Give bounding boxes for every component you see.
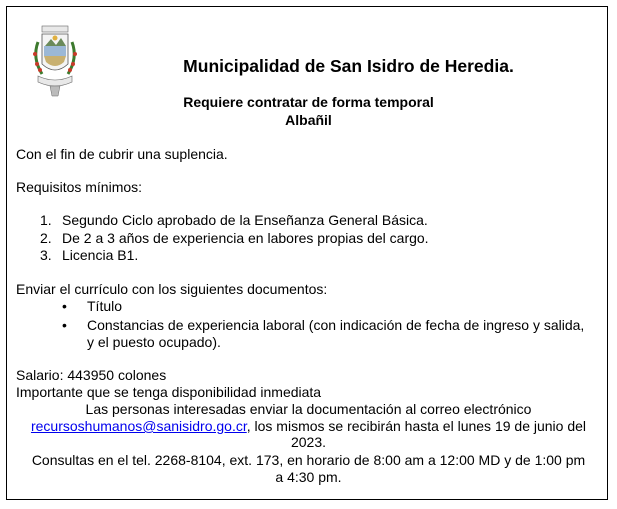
documents-heading: Enviar el currículo con los siguientes documentos: (16, 281, 328, 297)
document-item: Título (87, 298, 123, 314)
contact-line: Las personas interesadas enviar la documentación al correo electrónico (85, 401, 532, 417)
deadline-year: 2023. (290, 434, 327, 450)
contact-line (0, 418, 617, 434)
requirement-number: 3. (40, 247, 52, 263)
deadline-text: , los mismos se recibirán hasta el lunes 19 de junio del (246, 418, 587, 434)
email-link[interactable]: recursoshumanos@sanisidro.go.cr (30, 418, 247, 434)
document-item-continuation: y el puesto ocupado). (87, 334, 221, 350)
job-subtitle: Requiere contratar de forma temporal (183, 94, 434, 110)
phone-hours-text: Consultas en el tel. 2268-8104, ext. 173, en horario de 8:00 am a 12:00 MD y de 1:00 pm (31, 452, 586, 468)
requirement-number: 2. (40, 230, 52, 246)
phone-hours-text: a 4:30 pm. (275, 469, 342, 485)
municipal-crest-logo (28, 24, 82, 100)
bullet-icon: • (62, 317, 67, 333)
document-item: Constancias de experiencia laboral (con indicación de fecha de ingreso y salida, (87, 317, 585, 333)
intro-text: Con el fin de cubrir una suplencia. (16, 146, 228, 162)
availability-text: Importante que se tenga disponibilidad inmediata (16, 384, 322, 400)
page-title: Municipalidad de San Isidro de Heredia. (183, 56, 514, 76)
job-position: Albañil (285, 112, 332, 128)
requirement-item: Segundo Ciclo aprobado de la Enseñanza General Básica. (62, 212, 428, 228)
requirement-item: Licencia B1. (62, 247, 139, 263)
requirements-heading: Requisitos mínimos: (16, 179, 143, 195)
requirement-number: 1. (40, 212, 52, 228)
requirement-item: De 2 a 3 años de experiencia en labores propias del cargo. (62, 230, 429, 246)
bullet-icon: • (62, 298, 67, 314)
salary-text: Salario: 443950 colones (16, 367, 167, 383)
